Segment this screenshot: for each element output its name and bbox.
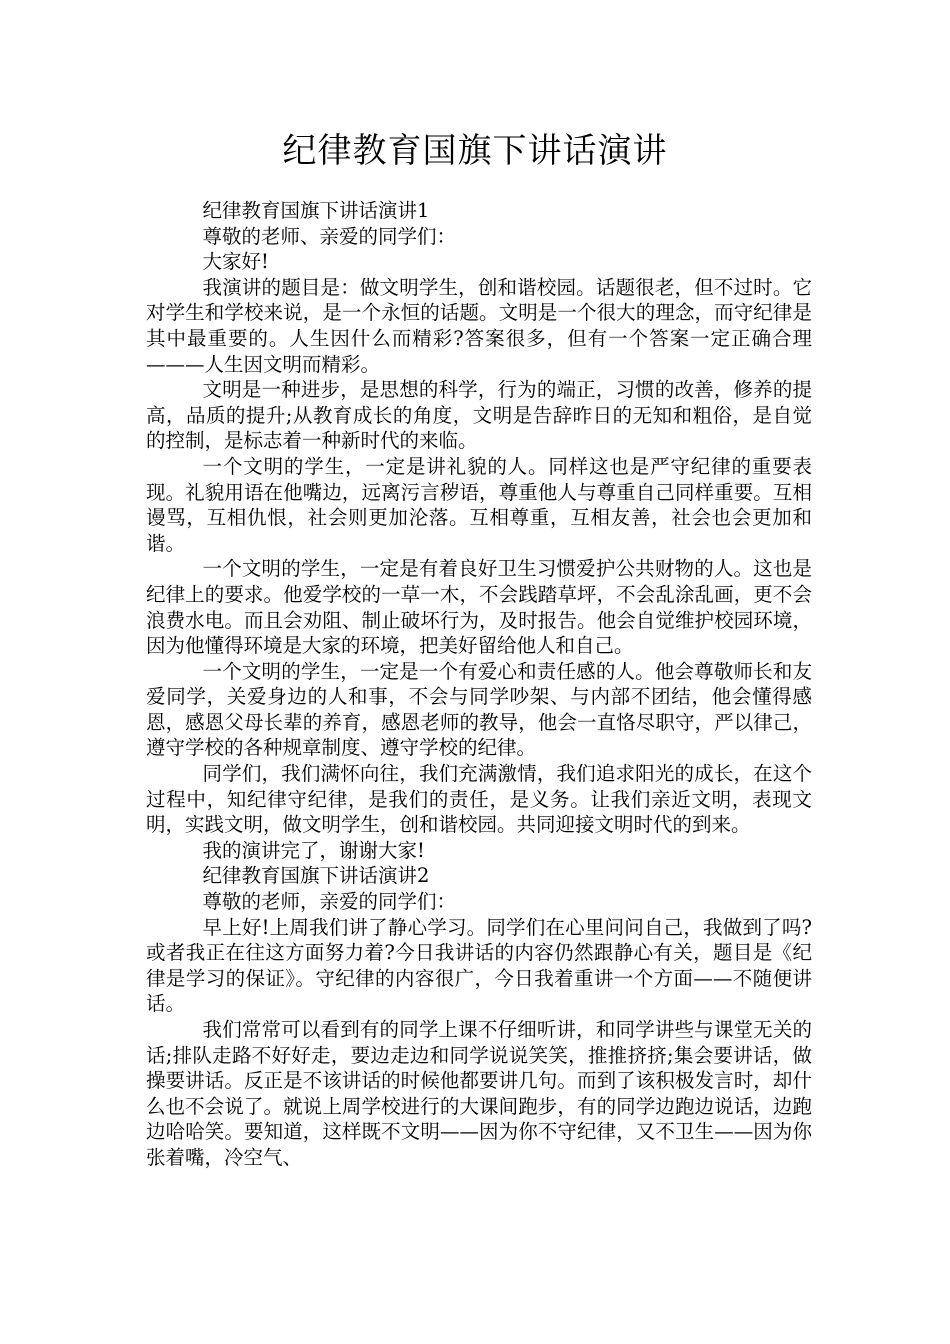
body-paragraph: 一个文明的学生，一定是有着良好卫生习惯爱护公共财物的人。这也是纪律上的要求。他爱学校的一草一木，不会践踏草坪，不会乱涂乱画，更不会浪费水电。而且会劝阻、制止破坏行为，及时报告。他会自觉维护校园环境，因为他懂得环境是大家的环境，把美好留给他人和自己。 (146, 557, 812, 658)
body-paragraph: 早上好!上周我们讲了静心学习。同学们在心里问问自己，我做到了吗?或者我正在往这方面努力着?今日我讲话的内容仍然跟静心有关，题目是《纪律是学习的保证》。守纪律的内容很广，今日我着重讲一个方面——不随便讲话。 (146, 915, 812, 1016)
body-paragraph: 我演讲的题目是：做文明学生，创和谐校园。话题很老，但不过时。它对学生和学校来说，是一个永恒的话题。文明是一个很大的理念，而守纪律是其中最重要的。人生因什么而精彩?答案很多，但有一个答案一定正确合理———人生因文明而精彩。 (146, 275, 812, 376)
body-paragraph: 文明是一种进步，是思想的科学，行为的端正，习惯的改善，修养的提高，品质的提升;从教育成长的角度，文明是告辞昨日的无知和粗俗，是自觉的控制，是标志着一种新时代的来临。 (146, 378, 812, 453)
body-paragraph: 同学们，我们满怀向往，我们充满激情，我们追求阳光的成长，在这个过程中，知纪律守纪律，是我们的责任，是义务。让我们亲近文明，表现文明，实践文明，做文明学生，创和谐校园。共同迎接文明时代的到来。 (146, 762, 812, 837)
closing-paragraph: 我的演讲完了，谢谢大家! (202, 838, 425, 862)
document-body (146, 198, 812, 1171)
document-title: 纪律教育国旗下讲话演讲 (282, 131, 668, 171)
body-paragraph: 一个文明的学生，一定是讲礼貌的人。同样这也是严守纪律的重要表现。礼貌用语在他嘴边，远离污言秽语，尊重他人与尊重自己同样重要。互相谩骂，互相仇恨，社会则更加沦落。互相尊重，互相友善，社会也会更加和谐。 (146, 454, 812, 555)
salutation-paragraph: 尊敬的老师、亲爱的同学们： (202, 224, 457, 248)
body-paragraph: 我们常常可以看到有的同学上课不仔细听讲，和同学讲些与课堂无关的话;排队走路不好好走，要边走边和同学说说笑笑，推推挤挤;集会要讲话，做操要讲话。反正是不该讲话的时候他都要讲几句。而到了该积极发言时，却什么也不会说了。就说上周学校进行的大课间跑步，有的同学边跑边说话，边跑边哈哈笑。要知道，这样既不文明——因为你不守纪律，又不卫生——因为你张着嘴，冷空气、 (146, 1018, 812, 1169)
subtitle-paragraph: 纪律教育国旗下讲话演讲1 (202, 199, 430, 222)
salutation-paragraph: 尊敬的老师，亲爱的同学们： (202, 890, 457, 914)
body-paragraph: 一个文明的学生，一定是一个有爱心和责任感的人。他会尊敬师长和友爱同学，关爱身边的人和事，不会与同学吵架、与内部不团结，他会懂得感恩，感恩父母长辈的养育，感恩老师的教导，他会一直恪尽职守，严以律己，遵守学校的各种规章制度、遵守学校的纪律。 (146, 659, 812, 760)
subtitle-paragraph: 纪律教育国旗下讲话演讲2 (202, 864, 430, 888)
greeting-paragraph: 大家好! (202, 250, 269, 274)
